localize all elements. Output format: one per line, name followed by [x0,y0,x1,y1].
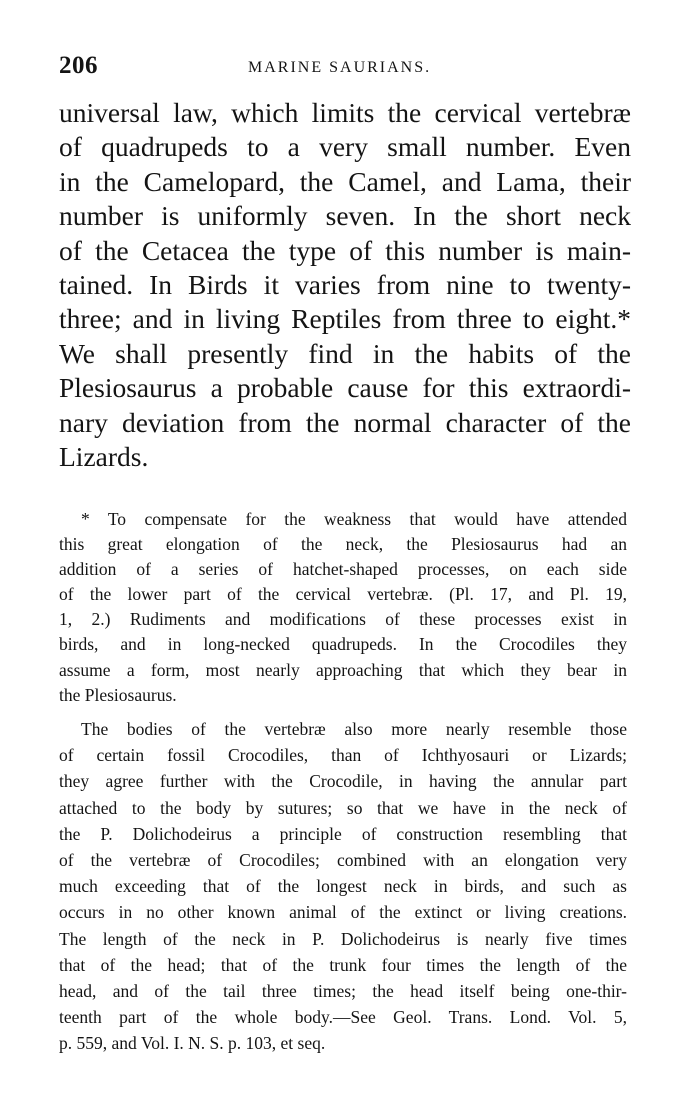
running-head: MARINE SAURIANS. [248,59,432,76]
body-line: nary deviation from the normal character of the [59,406,631,438]
body-line: Plesiosaurus a probable cause for this extraordi- [59,372,631,404]
footnote-line: of the lower part of the cervical vertebræ. (Pl. 17, and Pl. 19, [59,584,627,605]
footnote-paragraph-2 [59,716,627,1057]
footnote-line: the P. Dolichodeirus a principle of construction resembling that [59,823,627,844]
footnote-line: addition of a series of hatchet-shaped processes, on each side [59,559,627,580]
footnote-line: * To compensate for the weakness that would have attended [81,509,627,529]
footnote-line: teenth part of the whole body.—See Geol. Trans. Lond. Vol. 5, [59,1007,627,1028]
footnote-line: head, and of the tail three times; the head itself being one-thir- [59,981,627,1002]
body-line: tained. In Birds it varies from nine to twenty- [59,269,631,301]
page-header [59,52,639,82]
footnote-line: they agree further with the Crocodile, in having the annular part [59,771,627,792]
body-line: We shall presently find in the habits of the [59,337,631,369]
footnote-line: 1, 2.) Rudiments and modifications of these processes exist in [59,609,627,630]
footnote-line: birds, and in long-necked quadrupeds. In the Crocodiles they [59,634,627,655]
footnote-line: of certain fossil Crocodiles, than of Ichthyosauri or Lizards; [59,745,627,766]
footnote-line: much exceeding that of the longest neck in birds, and such as [59,876,627,897]
body-line: number is uniformly seven. In the short neck [59,200,631,232]
page-number: 206 [59,52,98,79]
footnote-line: occurs in no other known animal of the extinct or living creations. [59,902,627,923]
footnote-line: the Plesiosaurus. [59,684,177,705]
footnote-line: that of the head; that of the trunk four times the length of the [59,954,627,975]
body-line: three; and in living Reptiles from three to eight.* [59,303,631,335]
footnote-line: of the vertebræ of Crocodiles; combined with an elongation very [59,850,627,871]
body-line: of the Cetacea the type of this number is main- [59,234,631,266]
footnote-line: The length of the neck in P. Dolichodeirus is nearly five times [59,928,627,949]
body-line: in the Camelopard, the Camel, and Lama, their [59,165,631,197]
footnote-line: p. 559, and Vol. I. N. S. p. 103, et seq. [59,1033,326,1054]
footnote-line: The bodies of the vertebræ also more nearly resemble those [81,719,627,739]
body-line: universal law, which limits the cervical vertebræ [59,97,631,128]
footnote-line: this great elongation of the neck, the Plesiosaurus had an [59,534,627,555]
body-line: Lizards. [59,441,149,473]
footnote-line: attached to the body by sutures; so that we have in the neck of [59,797,627,818]
footnote-line: assume a form, most nearly approaching that which they bear in [59,659,627,680]
main-paragraph [59,96,631,474]
body-line: of quadrupeds to a very small number. Even [59,131,631,163]
footnote-paragraph-1 [59,507,627,708]
